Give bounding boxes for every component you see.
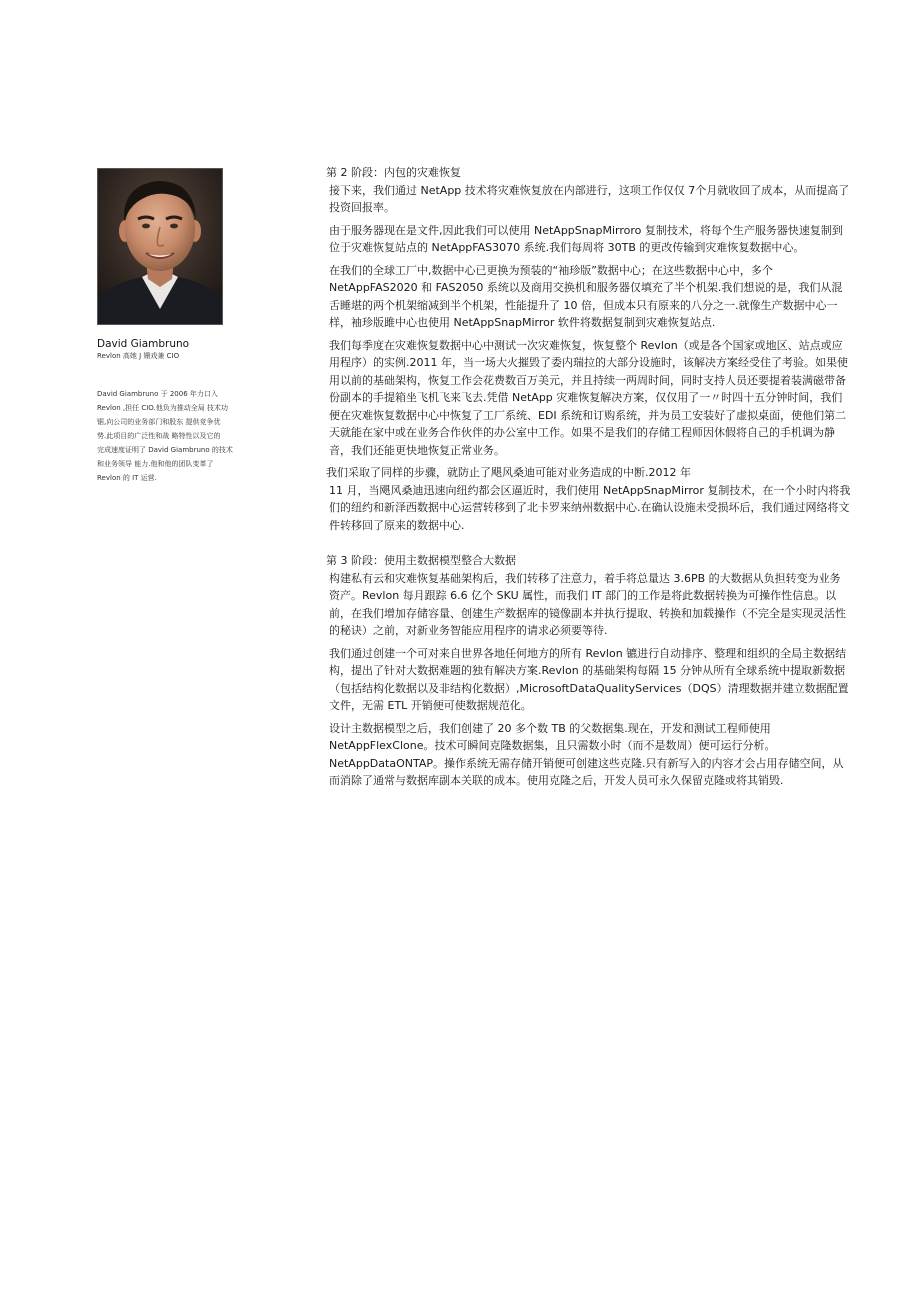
- article-body: [326, 164, 851, 795]
- bio-line: David Giambruno 于 2006 年力口入: [97, 390, 218, 398]
- paragraph-rest: 11 月，当飓风桑迪迅速向纽约都会区逼近时，我们使用 NetAppSnapMirror 复制技术，在一个小时内将我们的纽约和新泽西数据中心运营转移到了北卡罗来纳州数据中心.在确认设施未受损坏后，我们通过网络将文件转移回了原来的数据中心.: [329, 483, 851, 532]
- paragraph: 由于服务器现在是文件,因此我们可以使用 NetAppSnapMirroro 复制技术，将每个生产服务器快速复制到位于灾难恢复站点的 NetAppFAS3070 系统.我们每周将 30TB 的更改传输到灾难恢复数据中心。: [329, 223, 843, 254]
- paragraph-first-line: 我们采取了同样的步骤，就防止了飓风桑迪可能对业务造成的中断.2012 年: [326, 466, 691, 479]
- paragraph: [326, 464, 851, 534]
- bio-line: 势.此项目的广泛性和战 略特性以及它的: [97, 432, 221, 440]
- paragraph: 我们通过创建一个可对来自世界各地任何地方的所有 Revlon 镳进行自动排序、整理和组织的全局主数据结构，提出了针对大数据难题的独有解决方案.Revlon 的基础架构每隔 15 分钟从所有全球系统中提取新数据（包括结构化数据以及非结构化数据）,MicrosoftDataQualityServices（DQS）清理数据并建立数据配置文件，无需 ETL 开销便可使数据规范化。: [329, 646, 849, 712]
- paragraph: 接下来，我们通过 NetApp 技术将灾难恢复放在内部进行，这项工作仅仅 7个月就收回了成本，从而提高了投资回报率。: [329, 183, 850, 214]
- bio-line: Revlon 的 IT 运营.: [97, 474, 157, 482]
- section-heading: 第 2 阶段：内包的灾难恢复: [326, 166, 461, 179]
- bio-line: 锯,向公司的业务部门和股东 提供竞争优: [97, 418, 221, 426]
- section-heading: 第 3 阶段：使用主数据模型整合大数据: [326, 554, 516, 567]
- paragraph: 设计主数据模型之后，我们创建了 20 多个数 TB 的父数据集.现在，开发和测试工程师使用 NetAppFlexClone。技术可瞬间克隆数据集，且只需数小时（而不是数周）便可运行分析。NetAppDataONTAP。操作系统无需存储开销便可创建这些克隆.只有新写入的内容才会占用存储空间，从而消除了通常与数据库副本关联的成本。使用克隆之后，开发人员可永久保留克隆或将其销毁.: [329, 721, 844, 787]
- paragraph: 在我们的全球工厂中,数据中心已更换为预装的“袖珍版”数据中心；在这些数据中心中，多个 NetAppFAS2020 和 FAS2050 系统以及商用交换机和服务器仅填充了半个机架.我们想说的是，我们从混舌睡堪的两个机架缩减到半个机架，性能提升了 10 倍，但成本只有原来的八分之一.就像生产数据中心一样，袖珍版雎中心也使用 NetAppSnapMirror 软件将数据复制到灾难恢复站点.: [329, 263, 843, 329]
- bio-line: Revlon ,担任 CIO.他负为推动全局 技术功: [97, 404, 228, 412]
- paragraph: 我们每季度在灾难恢复数据中心中测试一次灾难恢复，恢复整个 Revlon（或是各个国家或地区、站点或应用程序）的实例.2011 年，当一场大火摧毁了委内瑞拉的大部分设施时，该解决方案经受住了考验。如果使用以前的基础架构，恢复工作会花费数百万美元，并且持续一两周时间，同时支持人员还要提着装满磁带备份副本的手提箱坐飞机飞来飞去.凭借 NetApp 灾难恢复解决方案，仅仅用了一〃时四十五分钟时间，我们便在灾难恢复数据中心中恢复了工厂系统、EDI 系统和订购系统，并为员工安装好了虚拟桌面，使他们第二天就能在家中或在业务合作伙伴的办公室中工作。如果不是我们的存储工程师因休假将自己的手机调为静音，我们还能更快地恢复正常业务。: [329, 338, 848, 457]
- person-portrait-icon: [98, 169, 222, 324]
- section-spacer: [326, 539, 851, 552]
- bio-line: 完成速度证明了 David Giambruno 的技术: [97, 446, 233, 454]
- paragraph: 构建私有云和灾难恢复基础架构后，我们转移了注意力，着手将总量达 3.6PB 的大数据从负担转变为业务资产。Revlon 每月跟踪 6.6 亿个 SKU 属性，而我们 IT 部门的工作是将此数据转换为可操作性信息。以前，在我们增加存储容量、创建生产数据库的镜像副本并执行提取、转换和加载操作（不完全是实现灵活性的秘诀）之前，对新业务智能应用程序的请求必须要等待.: [329, 571, 846, 637]
- author-photo: [97, 168, 223, 325]
- author-sidebar: [97, 168, 272, 485]
- bio-line: 和业务领导 能力.他和他的团队变革了: [97, 460, 214, 468]
- author-name: David Giambruno: [97, 338, 190, 350]
- author-title: Revlon 高她 J 姗戏兼 CIO: [97, 352, 180, 360]
- author-bio: [97, 387, 267, 485]
